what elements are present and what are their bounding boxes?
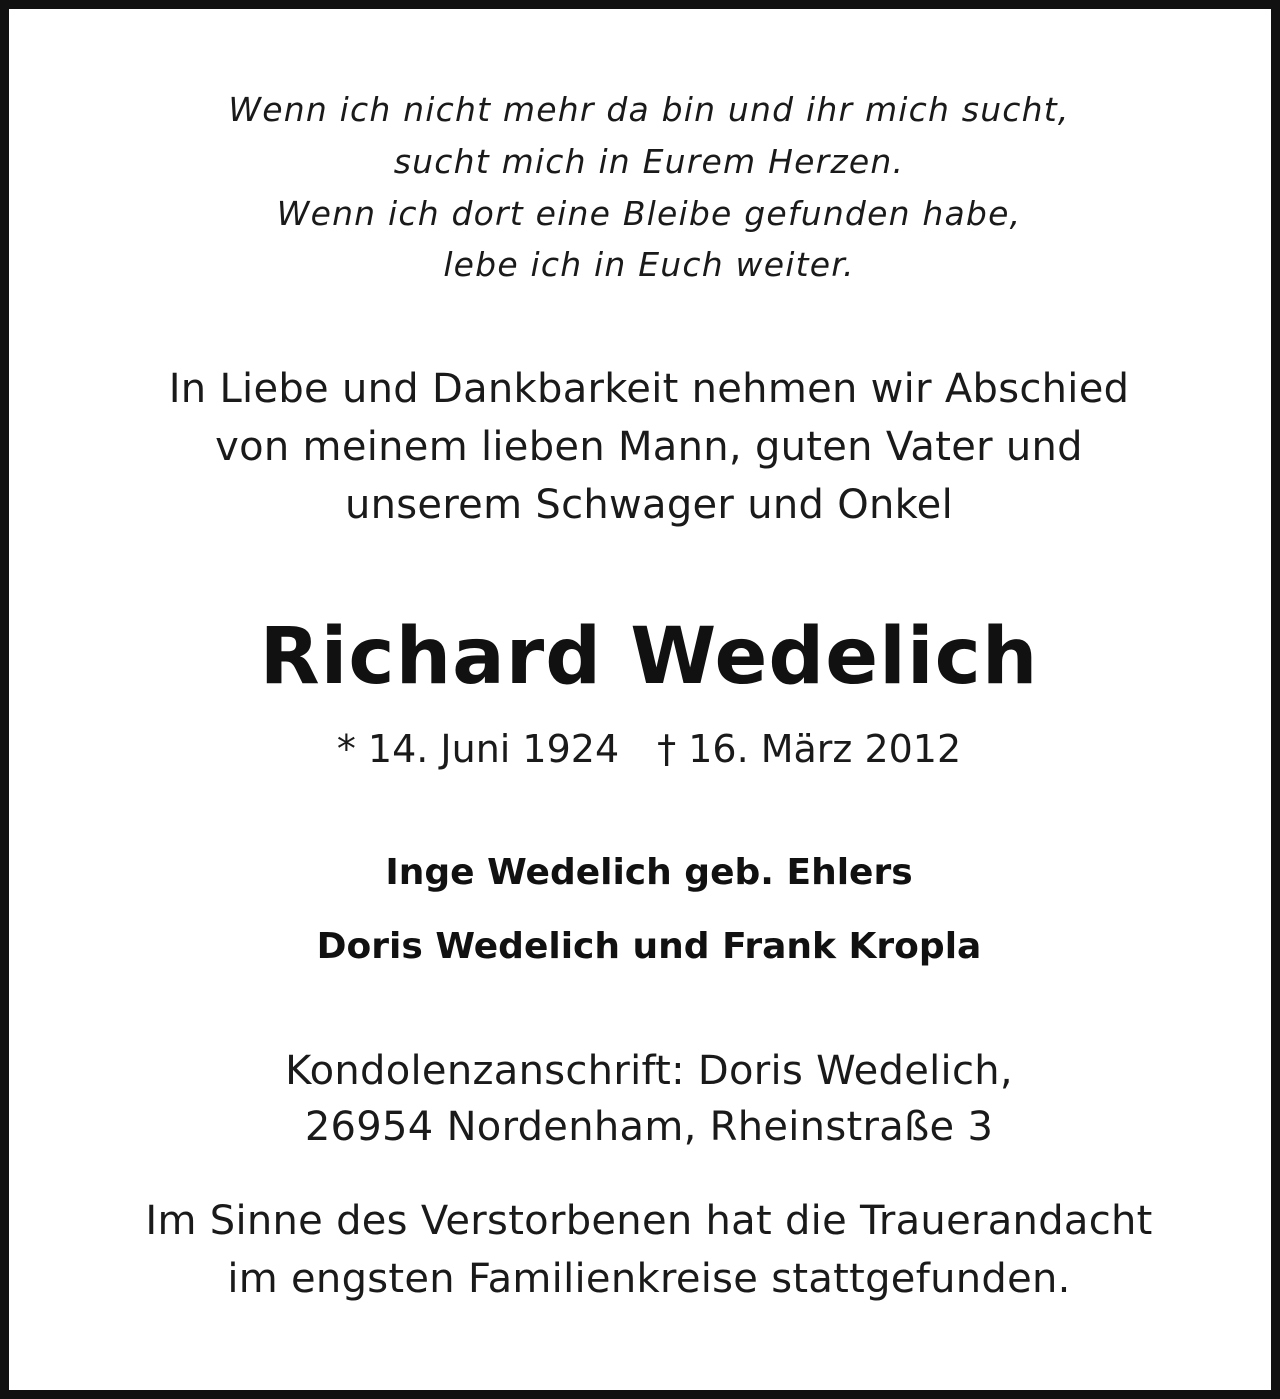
intro-line-3: unserem Schwager und Onkel [344, 482, 954, 528]
condolence-line-2: 26954 Nordenham, Rheinstraße 3 [304, 1104, 994, 1150]
mourner-1: Inge Wedelich geb. Ehlers [385, 852, 913, 893]
closing-line-2: im engsten Familienkreise stattgefunden. [227, 1256, 1071, 1302]
condolence-line-1: Kondolenzanschrift: Doris Wedelich, [285, 1048, 1013, 1094]
poem-line-3: Wenn ich dort eine Bleibe gefunden habe, [276, 194, 1022, 233]
intro-line-1: In Liebe und Dankbarkeit nehmen wir Abschied [168, 366, 1130, 412]
poem-line-1: Wenn ich nicht mehr da bin und ihr mich sucht, [228, 90, 1070, 129]
mourner-2: Doris Wedelich und Frank Kropla [316, 926, 982, 967]
deceased-name: Richard Wedelich [259, 612, 1039, 702]
birth-date: * 14. Juni 1924 [336, 727, 620, 771]
poem-line-4: lebe ich in Euch weiter. [443, 245, 855, 284]
death-date: † 16. März 2012 [657, 727, 962, 771]
intro-line-2: von meinem lieben Mann, guten Vater und [215, 424, 1083, 470]
closing-line-1: Im Sinne des Verstorbenen hat die Trauerandacht [145, 1198, 1153, 1244]
poem-line-2: sucht mich in Eurem Herzen. [393, 142, 905, 181]
life-dates [9, 723, 1280, 775]
